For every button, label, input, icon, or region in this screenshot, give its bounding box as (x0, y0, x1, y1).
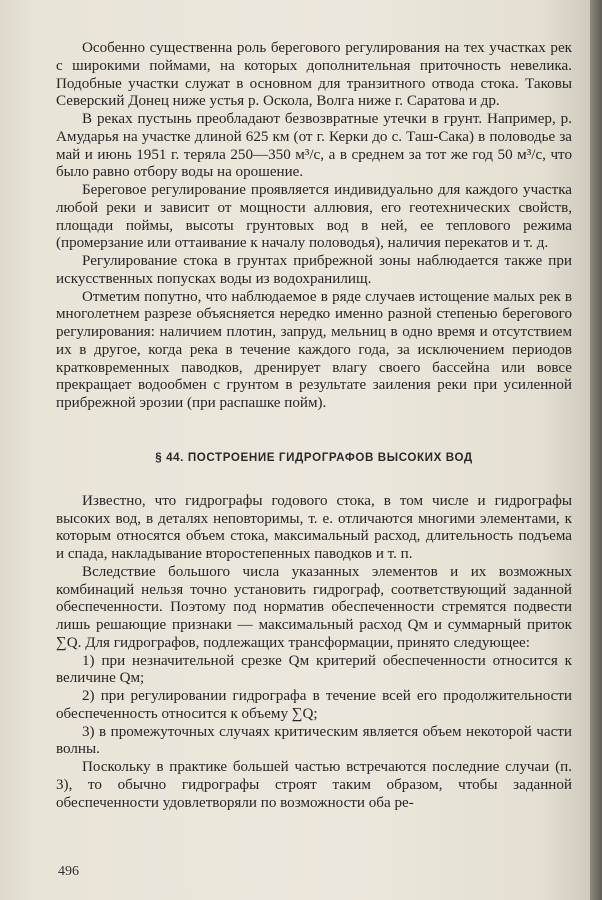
list-item: 3) в промежуточных случаях критическим является объем некоторой части волны. (56, 723, 572, 758)
paragraph: Регулирование стока в грунтах прибрежной зоны наблюдается также при искусственных попусках воды из водохранилищ. (56, 253, 572, 287)
section-heading: § 44. ПОСТРОЕНИЕ ГИДРОГРАФОВ ВЫСОКИХ ВОД (155, 450, 473, 464)
list-item: 1) при незначительной срезке Qм критерий обеспеченности относится к величине Qм; (56, 652, 572, 687)
paragraph: Вследствие большого числа указанных элементов и их возможных комбинаций нельзя точно установить гидрограф, соответствующий заданной обеспеченности. Поэтому под норматив обеспеченности стремятся подвести лишь решающие признаки — максимальный расход Qм и суммарный приток ∑Q. Для гидрографов, подлежащих трансформации, принято следующее: (56, 563, 572, 651)
text-column (56, 40, 572, 812)
paragraph: Поскольку в практике большей частью встречаются последние случаи (п. 3), то обычно гидрографы строят таким образом, чтобы заданной обеспеченности удовлетворяли по возможности оба ре- (56, 759, 572, 811)
paragraph: Особенно существенна роль берегового регулирования на тех участках рек с широкими поймами, на которых дополнительная приточность невелика. Подобные участки служат в основном для транзитного отвода стока. Таковы Северский Донец ниже устья р. Оскола, Волга ниже г. Саратова и др. (56, 40, 572, 110)
paragraph: Отметим попутно, что наблюдаемое в ряде случаев истощение малых рек в многолетнем разрезе объясняется нередко именно разной степенью берегового регулирования: наличием плотин, запруд, мельниц в одно время и отсутствием их в другое, когда река в течение каждого года, за исключением периодов кратковременных паводков, дренирует влагу своего бассейна или вовсе прекращает водообмен с грунтом в результате заиления реки при усиленной прибрежной эрозии (при распашке пойм). (56, 288, 572, 411)
page-number: 496 (58, 864, 79, 879)
paragraph: Береговое регулирование проявляется индивидуально для каждого участка любой реки и зависит от мощности аллювия, его геотехнических свойств, площади поймы, высоты грунтовых вод в ней, ее теплового режима (промерзание или оттаивание к началу половодья), наличия перекатов и т. д. (56, 182, 572, 252)
list-item: 2) при регулировании гидрографа в течение всей его продолжительности обеспеченность относится к объему ∑Q; (56, 688, 572, 722)
book-edge-shadow (590, 0, 602, 900)
paragraph: В реках пустынь преобладают безвозвратные утечки в грунт. Например, р. Амударья на участке длиной 625 км (от г. Керки до с. Таш-Сака) в половодье за май и июнь 1951 г. теряла 250—350 м³/с, а в среднем за тот же год 50 м³/с, что было равно отбору воды на орошение. (56, 111, 572, 181)
paragraph: Известно, что гидрографы годового стока, в том числе и гидрографы высоких вод, в деталях неповторимы, т. е. отличаются многими элементами, к которым относятся объем стока, максимальный расход, длительность подъема и спада, накладывание второстепенных паводков и т. п. (56, 492, 572, 562)
